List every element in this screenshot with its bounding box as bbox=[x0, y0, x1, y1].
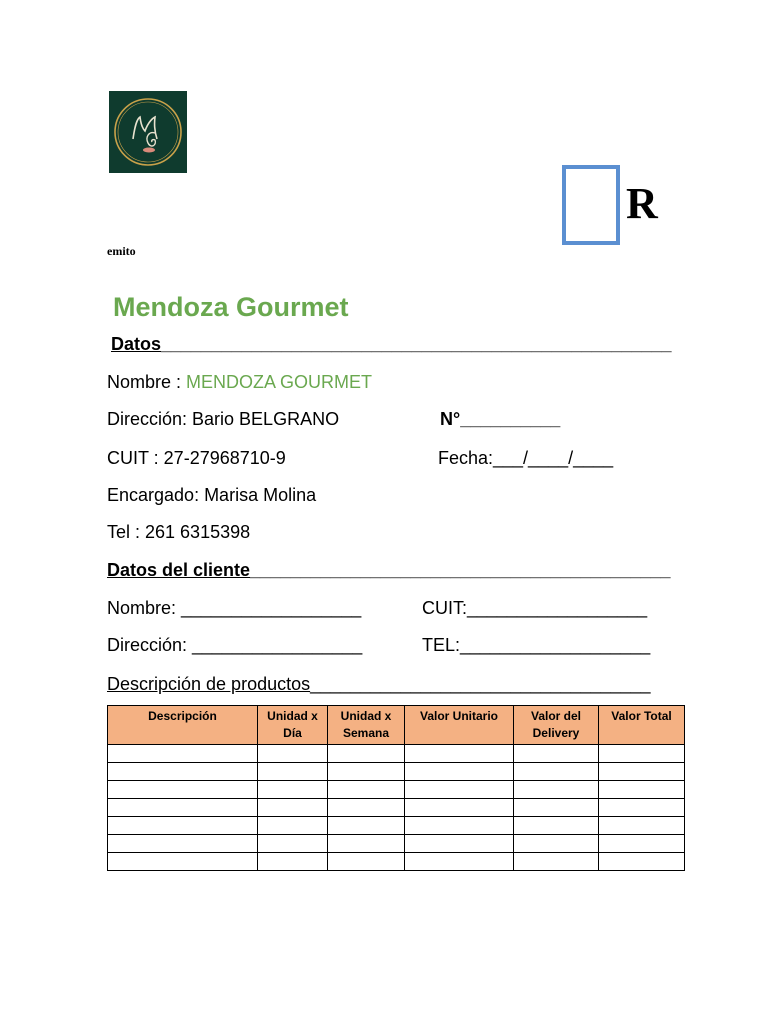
company-title: Mendoza Gourmet bbox=[113, 292, 349, 322]
datos-heading-text: Datos bbox=[111, 334, 162, 354]
table-cell[interactable] bbox=[328, 745, 405, 763]
table-cell[interactable] bbox=[599, 745, 685, 763]
col-header-valor-unitario bbox=[405, 706, 514, 745]
table-cell[interactable] bbox=[405, 817, 514, 835]
table-row bbox=[108, 817, 685, 835]
table-cell[interactable] bbox=[599, 763, 685, 781]
table-cell[interactable] bbox=[328, 781, 405, 799]
col-header-descripcion-text: Descripción bbox=[148, 709, 217, 723]
table-cell[interactable] bbox=[599, 781, 685, 799]
table-row bbox=[108, 745, 685, 763]
table-cell[interactable] bbox=[405, 745, 514, 763]
direccion-line: Dirección: Bario BELGRANO bbox=[107, 409, 340, 429]
cliente-nombre-field[interactable]: Nombre: __________________ bbox=[107, 598, 362, 618]
table-cell[interactable] bbox=[405, 799, 514, 817]
table-cell[interactable] bbox=[328, 835, 405, 853]
cliente-heading bbox=[107, 559, 671, 581]
remito-letter: R bbox=[626, 179, 658, 228]
table-row bbox=[108, 763, 685, 781]
productos-heading bbox=[107, 673, 650, 695]
table-cell[interactable] bbox=[405, 853, 514, 871]
table-cell[interactable] bbox=[405, 835, 514, 853]
table-cell[interactable] bbox=[108, 745, 258, 763]
table-cell[interactable] bbox=[328, 817, 405, 835]
table-cell[interactable] bbox=[599, 817, 685, 835]
cliente-heading-rule: __________________________________________ bbox=[250, 560, 671, 580]
table-cell[interactable] bbox=[108, 835, 258, 853]
fecha-field: Fecha:___/____/____ bbox=[438, 448, 614, 468]
cliente-cuit-field[interactable]: CUIT:__________________ bbox=[422, 598, 648, 618]
col-header-valor-delivery-line2: Delivery bbox=[532, 726, 580, 740]
cliente-direccion-field[interactable]: Dirección: _________________ bbox=[107, 635, 363, 655]
table-cell[interactable] bbox=[328, 853, 405, 871]
nombre-label: Nombre : bbox=[107, 372, 187, 392]
table-cell[interactable] bbox=[514, 799, 599, 817]
cuit-line: CUIT : 27-27968710-9 bbox=[107, 448, 286, 468]
col-header-unidad-semana-line1: Unidad x bbox=[340, 709, 392, 723]
col-header-unidad-semana bbox=[328, 706, 405, 745]
table-cell[interactable] bbox=[405, 763, 514, 781]
col-header-valor-unitario-text: Valor Unitario bbox=[419, 709, 499, 723]
table-cell[interactable] bbox=[514, 781, 599, 799]
table-cell[interactable] bbox=[514, 745, 599, 763]
col-header-valor-total-text: Valor Total bbox=[611, 709, 672, 723]
table-cell[interactable] bbox=[599, 853, 685, 871]
col-header-descripcion bbox=[108, 706, 258, 745]
col-header-valor-delivery bbox=[514, 706, 599, 745]
remito-label: emito bbox=[107, 244, 136, 258]
cliente-tel-field[interactable]: TEL:___________________ bbox=[422, 635, 651, 655]
col-header-valor-delivery-line1: Valor del bbox=[530, 709, 582, 723]
table-cell[interactable] bbox=[108, 763, 258, 781]
table-cell[interactable] bbox=[258, 799, 328, 817]
productos-heading-rule: __________________________________ bbox=[310, 674, 651, 694]
table-cell[interactable] bbox=[514, 853, 599, 871]
datos-heading-rule: ___________________________________________________ bbox=[161, 334, 672, 354]
encargado-line: Encargado: Marisa Molina bbox=[107, 485, 317, 505]
table-cell[interactable] bbox=[258, 763, 328, 781]
col-header-unidad-dia-line1: Unidad x bbox=[267, 709, 318, 723]
table-cell[interactable] bbox=[258, 745, 328, 763]
table-cell[interactable] bbox=[514, 835, 599, 853]
table-row bbox=[108, 781, 685, 799]
table-cell[interactable] bbox=[258, 817, 328, 835]
table-cell[interactable] bbox=[328, 799, 405, 817]
nombre-value: MENDOZA GOURMET bbox=[186, 372, 373, 392]
col-header-unidad-semana-line2: Semana bbox=[342, 726, 390, 740]
products-table-body bbox=[108, 745, 685, 871]
cliente-heading-text: Datos del cliente bbox=[107, 560, 251, 580]
table-row bbox=[108, 853, 685, 871]
table-cell[interactable] bbox=[108, 853, 258, 871]
table-cell[interactable] bbox=[514, 817, 599, 835]
nombre-line bbox=[107, 371, 372, 393]
table-cell[interactable] bbox=[108, 799, 258, 817]
col-header-unidad-dia-line2: Día bbox=[283, 726, 302, 740]
remito-box bbox=[562, 165, 620, 245]
table-cell[interactable] bbox=[258, 835, 328, 853]
numero-field: N°__________ bbox=[440, 409, 561, 429]
table-cell[interactable] bbox=[258, 853, 328, 871]
mg-monogram-logo bbox=[111, 95, 185, 169]
table-cell[interactable] bbox=[599, 835, 685, 853]
table-cell[interactable] bbox=[405, 781, 514, 799]
table-cell[interactable] bbox=[108, 817, 258, 835]
products-table bbox=[107, 705, 685, 871]
table-cell[interactable] bbox=[258, 781, 328, 799]
table-header-row bbox=[108, 706, 685, 745]
col-header-valor-total bbox=[599, 706, 685, 745]
table-cell[interactable] bbox=[108, 781, 258, 799]
table-row bbox=[108, 799, 685, 817]
col-header-unidad-dia bbox=[258, 706, 328, 745]
table-row bbox=[108, 835, 685, 853]
datos-heading bbox=[111, 333, 672, 355]
tel-line: Tel : 261 6315398 bbox=[107, 522, 251, 542]
productos-heading-text: Descripción de productos bbox=[107, 674, 311, 694]
table-cell[interactable] bbox=[599, 799, 685, 817]
table-cell[interactable] bbox=[328, 763, 405, 781]
table-cell[interactable] bbox=[514, 763, 599, 781]
logo bbox=[109, 91, 187, 173]
